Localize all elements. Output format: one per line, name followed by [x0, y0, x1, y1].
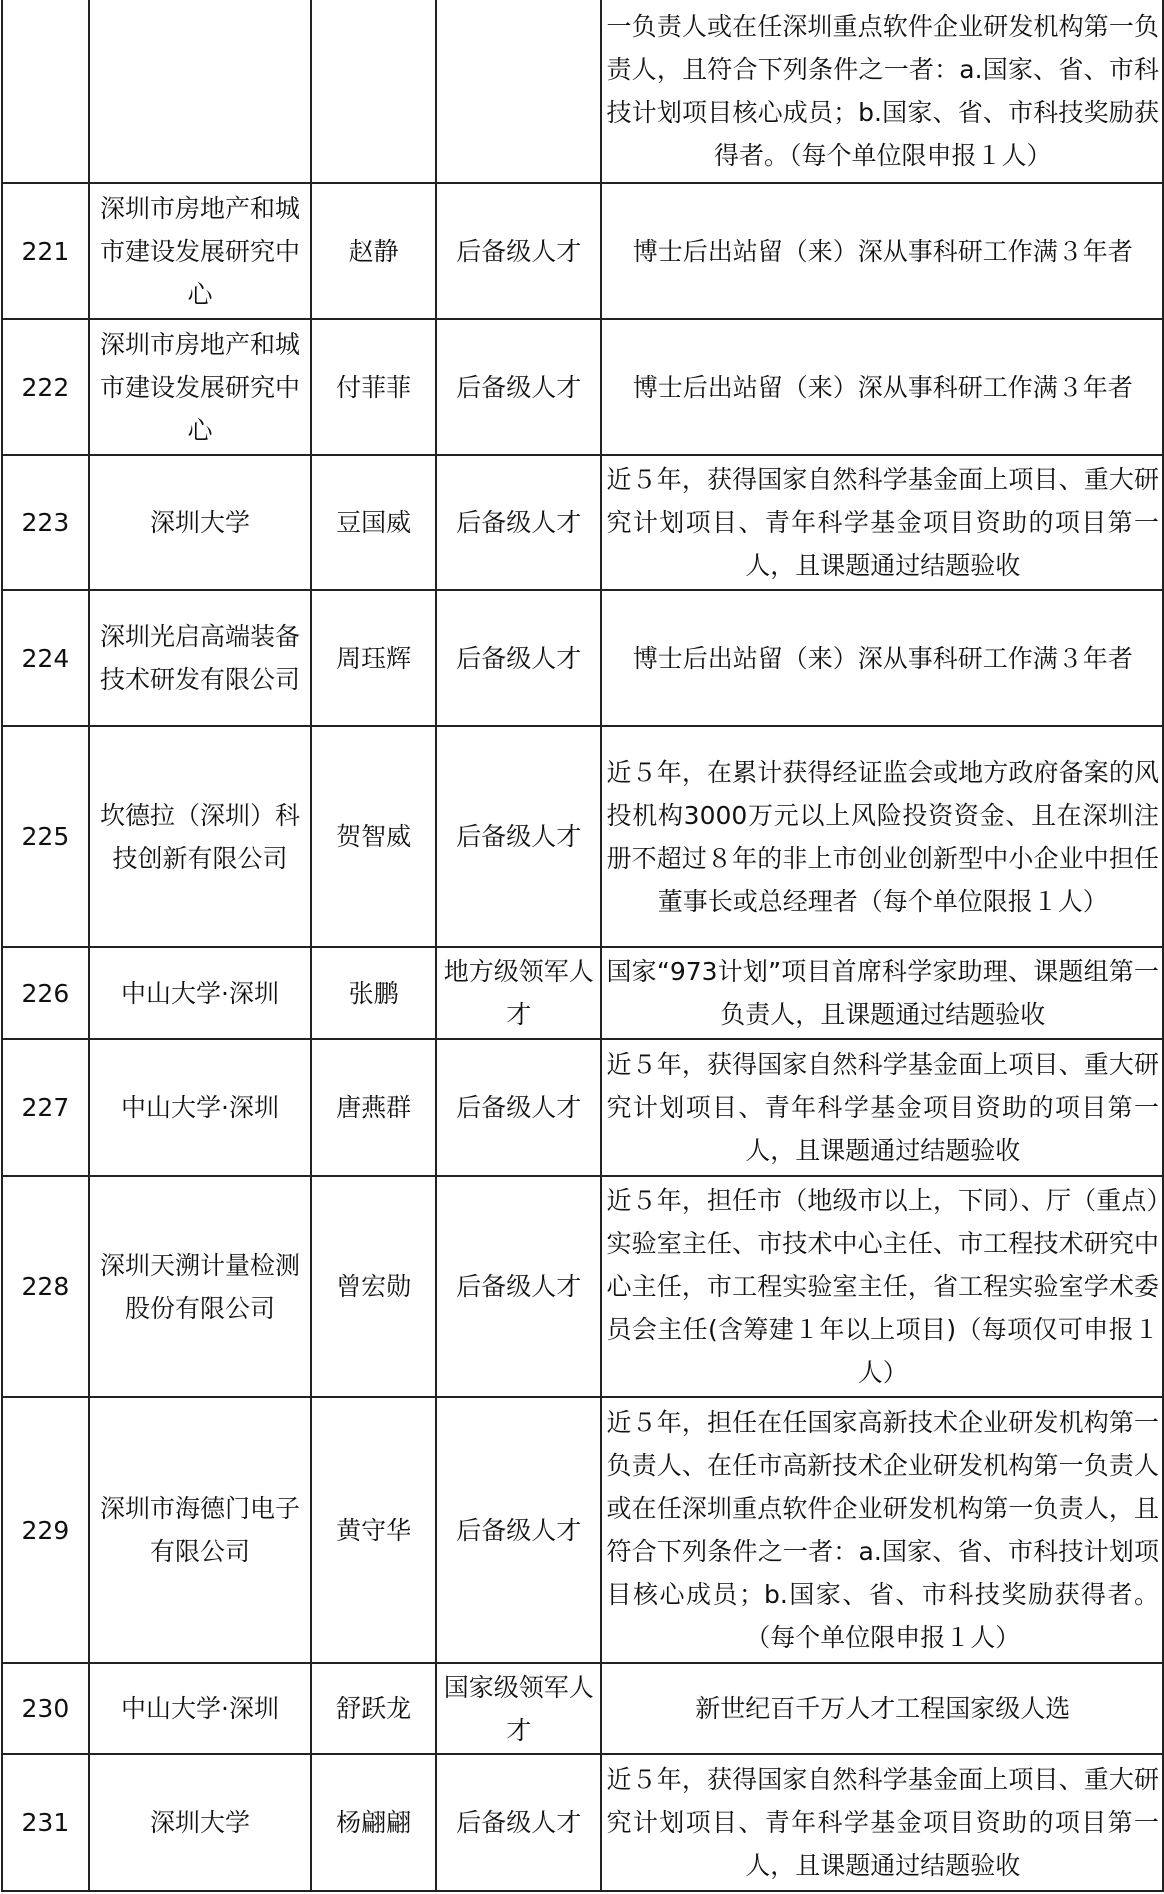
talent-level: 后备级人才: [436, 1754, 602, 1891]
person-name: 豆国威: [311, 455, 436, 590]
row-number: 226: [2, 947, 89, 1039]
work-unit: 坎德拉（深圳）科技创新有限公司: [89, 726, 311, 947]
qualification-criteria: 近５年，担任在任国家高新技术企业研发机构第一负责人、在任市高新技术企业研发机构第一负责人或在任深圳重点软件企业研发机构第一负责人，且符合下列条件之一者：a.国家、省、市科技计划项目核心成员；b.国家、省、市科技奖励获得者。（每个单位限申报１人）: [601, 1397, 1163, 1663]
qualification-criteria: 近５年，获得国家自然科学基金面上项目、重大研究计划项目、青年科学基金项目资助的项目第一人，且课题通过结题验收: [601, 1754, 1163, 1891]
qualification-criteria: 近５年，在累计获得经证监会或地方政府备案的风投机构3000万元以上风险投资资金、且在深圳注册不超过８年的非上市创业创新型中小企业中担任董事长或总经理者（每个单位限报１人）: [601, 726, 1163, 947]
qualification-criteria: 国家“973计划”项目首席科学家助理、课题组第一负责人，且课题通过结题验收: [601, 947, 1163, 1039]
person-name: 杨翩翩: [311, 1754, 436, 1891]
table-row: [2, 1397, 1163, 1663]
row-number: 231: [2, 1754, 89, 1891]
person-name: 舒跃龙: [311, 1663, 436, 1754]
person-name: 周珏辉: [311, 590, 436, 726]
qualification-criteria: 一负责人或在任深圳重点软件企业研发机构第一负责人，且符合下列条件之一者：a.国家、省、市科技计划项目核心成员；b.国家、省、市科技奖励获得者。（每个单位限申报１人）: [601, 0, 1163, 183]
table-row: [2, 1663, 1163, 1754]
work-unit: [89, 0, 311, 183]
talent-level: 后备级人才: [436, 1176, 602, 1397]
work-unit: 深圳大学: [89, 1754, 311, 1891]
work-unit: 中山大学·深圳: [89, 947, 311, 1039]
row-number: 224: [2, 590, 89, 726]
table-row: [2, 1754, 1163, 1891]
row-number: 227: [2, 1039, 89, 1176]
talent-level: 后备级人才: [436, 590, 602, 726]
table-row: [2, 455, 1163, 590]
row-number: 228: [2, 1176, 89, 1397]
qualification-criteria: 近５年，获得国家自然科学基金面上项目、重大研究计划项目、青年科学基金项目资助的项目第一人，且课题通过结题验收: [601, 1039, 1163, 1176]
row-number: 230: [2, 1663, 89, 1754]
row-number: 222: [2, 319, 89, 455]
person-name: [311, 0, 436, 183]
work-unit: 深圳大学: [89, 455, 311, 590]
table-row: [2, 590, 1163, 726]
row-number: 225: [2, 726, 89, 947]
person-name: 唐燕群: [311, 1039, 436, 1176]
person-name: 黄守华: [311, 1397, 436, 1663]
person-name: 张鹏: [311, 947, 436, 1039]
table-row: [2, 726, 1163, 947]
qualification-criteria: 近５年，获得国家自然科学基金面上项目、重大研究计划项目、青年科学基金项目资助的项目第一人，且课题通过结题验收: [601, 455, 1163, 590]
qualification-criteria: 博士后出站留（来）深从事科研工作满３年者: [601, 590, 1163, 726]
work-unit: 深圳市海德门电子有限公司: [89, 1397, 311, 1663]
work-unit: 深圳市房地产和城市建设发展研究中心: [89, 319, 311, 455]
talent-level: 后备级人才: [436, 319, 602, 455]
qualification-criteria: 博士后出站留（来）深从事科研工作满３年者: [601, 319, 1163, 455]
table-row: [2, 319, 1163, 455]
talent-level: 后备级人才: [436, 726, 602, 947]
talent-level: 国家级领军人才: [436, 1663, 602, 1754]
person-name: 赵静: [311, 183, 436, 319]
talent-level: 后备级人才: [436, 455, 602, 590]
table-row: [2, 1176, 1163, 1397]
talent-level: 后备级人才: [436, 1039, 602, 1176]
table-row: [2, 0, 1163, 183]
row-number: 223: [2, 455, 89, 590]
work-unit: 中山大学·深圳: [89, 1663, 311, 1754]
row-number: 229: [2, 1397, 89, 1663]
talent-level: 后备级人才: [436, 183, 602, 319]
row-number: [2, 0, 89, 183]
talent-level: [436, 0, 602, 183]
table-row: [2, 183, 1163, 319]
work-unit: 深圳市房地产和城市建设发展研究中心: [89, 183, 311, 319]
work-unit: 深圳天溯计量检测股份有限公司: [89, 1176, 311, 1397]
table-row: [2, 1039, 1163, 1176]
person-name: 曾宏勋: [311, 1176, 436, 1397]
person-name: 贺智威: [311, 726, 436, 947]
qualification-criteria: 新世纪百千万人才工程国家级人选: [601, 1663, 1163, 1754]
talent-level: 后备级人才: [436, 1397, 602, 1663]
row-number: 221: [2, 183, 89, 319]
work-unit: 深圳光启高端装备技术研发有限公司: [89, 590, 311, 726]
talent-level: 地方级领军人才: [436, 947, 602, 1039]
qualification-criteria: 博士后出站留（来）深从事科研工作满３年者: [601, 183, 1163, 319]
person-name: 付菲菲: [311, 319, 436, 455]
work-unit: 中山大学·深圳: [89, 1039, 311, 1176]
table-row: [2, 947, 1163, 1039]
talent-list-table: [1, 0, 1164, 1892]
qualification-criteria: 近５年，担任市（地级市以上，下同）、厅（重点）实验室主任、市技术中心主任、市工程技术研究中心主任，市工程实验室主任，省工程实验室学术委员会主任(含筹建１年以上项目)（每项仅可申报１人）: [601, 1176, 1163, 1397]
